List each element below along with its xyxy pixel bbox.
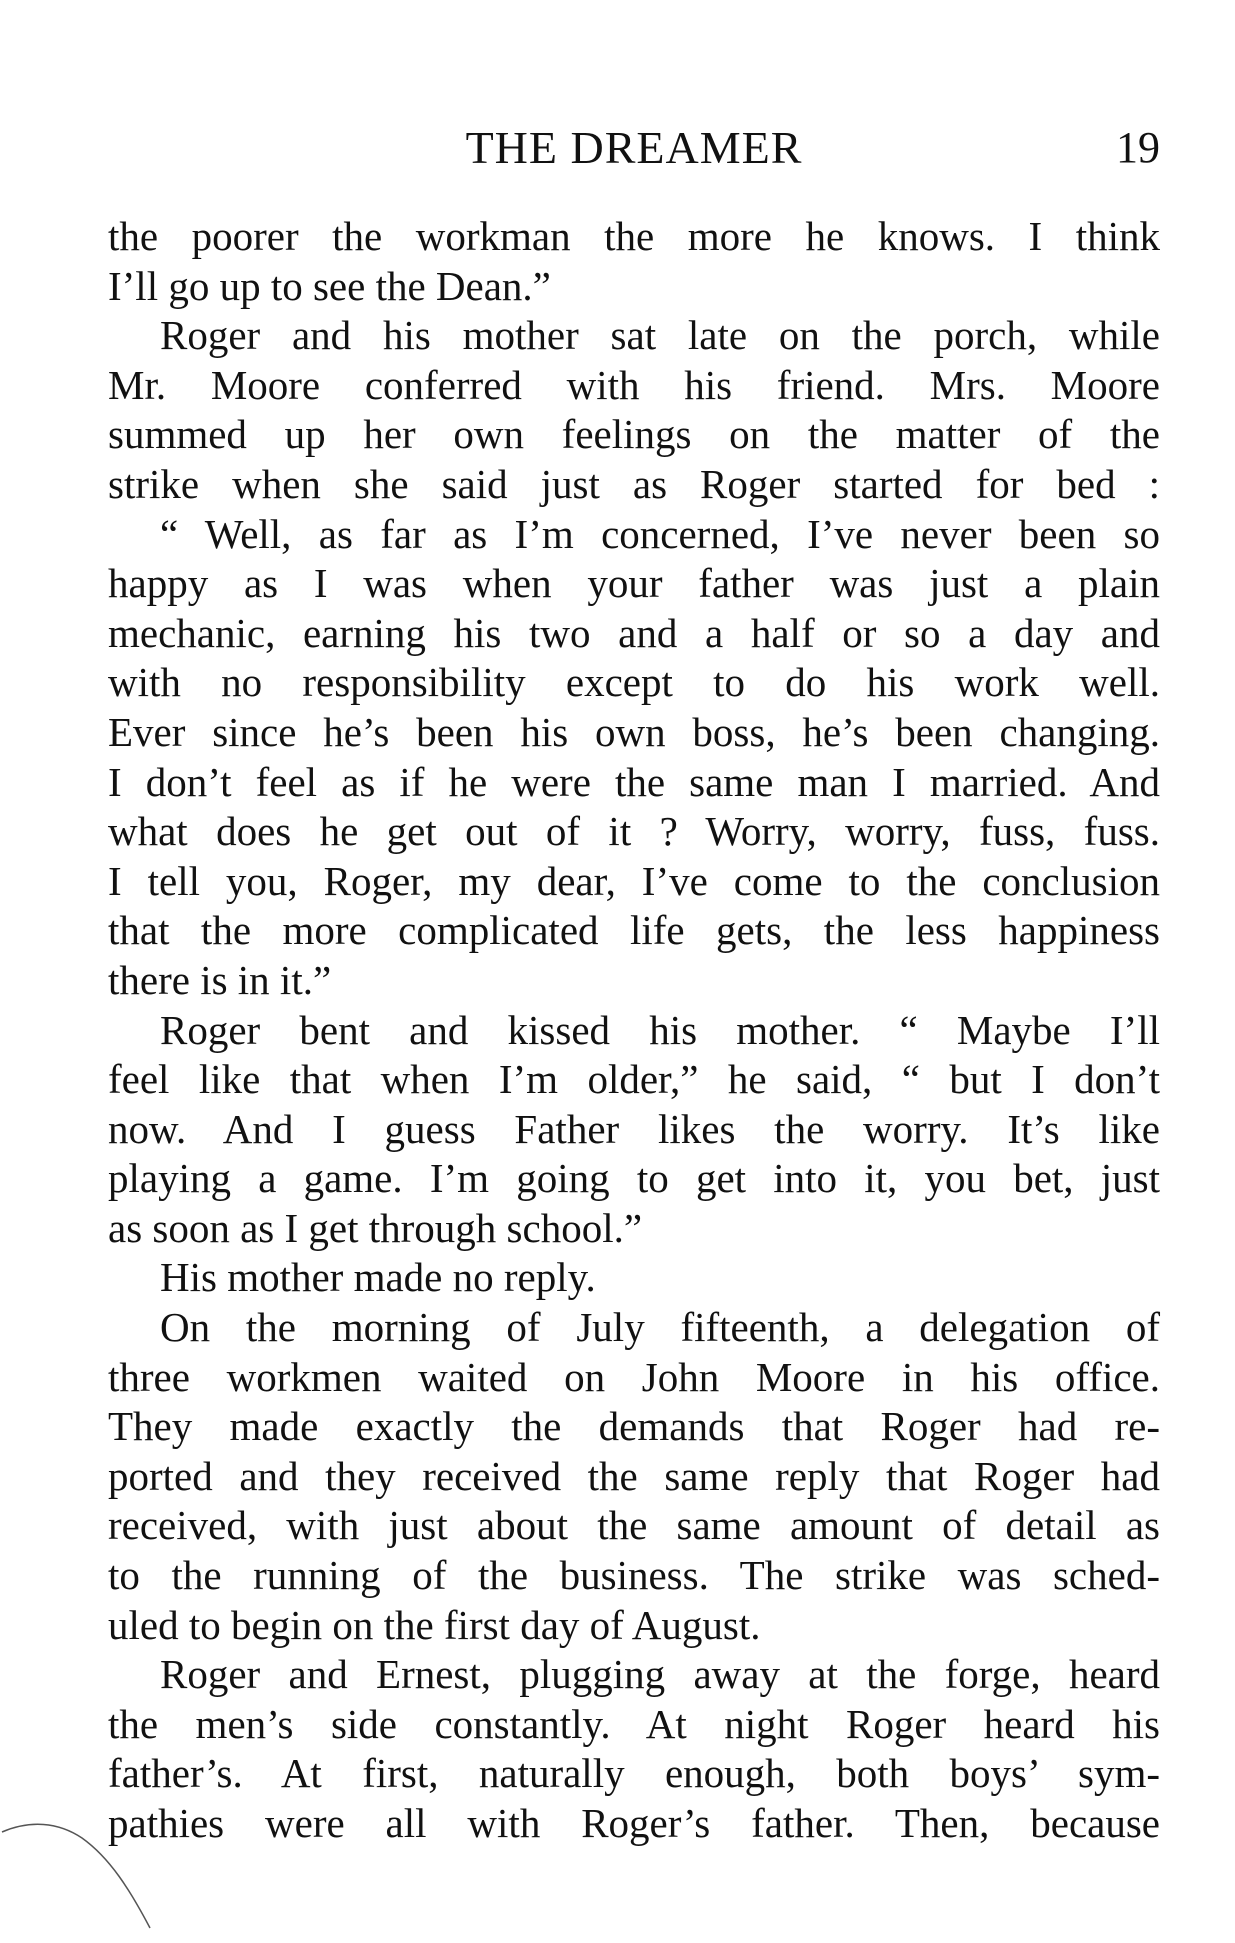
text-line: there is in it.” (108, 956, 332, 1003)
text-line: I don’t feel as if he were the same man I married. And (108, 758, 1160, 805)
text-line: father’s. At first, naturally enough, both boys’ sym- (108, 1750, 1160, 1797)
text-line: Mr. Moore conferred with his friend. Mrs. Moore (108, 361, 1160, 408)
text-line: three workmen waited on John Moore in his office. (108, 1353, 1160, 1400)
text-line: with no responsibility except to do his work well. (108, 659, 1160, 706)
text-line: received, with just about the same amount of detail as (108, 1502, 1160, 1549)
text-line: as soon as I get through school.” (108, 1204, 643, 1251)
text-line: On the morning of July fifteenth, a delegation of (160, 1304, 1160, 1351)
text-line: what does he get out of it ? Worry, worry, fuss, fuss. (108, 808, 1160, 855)
text-line: Roger bent and kissed his mother. “ Maybe I’ll (160, 1006, 1160, 1053)
text-line: Roger and his mother sat late on the porch, while (160, 312, 1160, 359)
text-line: mechanic, earning his two and a half or so a day and (108, 609, 1160, 656)
text-line: the men’s side constantly. At night Roger heard his (108, 1700, 1160, 1747)
text-line: the poorer the workman the more he knows. I think (108, 213, 1160, 259)
text-line: happy as I was when your father was just a plain (108, 560, 1160, 607)
text-line: “ Well, as far as I’m concerned, I’ve never been so (160, 510, 1160, 557)
text-line: strike when she said just as Roger started for bed : (108, 460, 1160, 507)
running-header (108, 118, 1160, 178)
text-line: I’ll go up to see the Dean.” (108, 262, 551, 309)
text-line: I tell you, Roger, my dear, I’ve come to the conclusion (108, 857, 1160, 904)
text-line: Roger and Ernest, plugging away at the forge, heard (160, 1651, 1160, 1698)
text-line: ported and they received the same reply that Roger had (108, 1452, 1160, 1499)
text-line: uled to begin on the first day of August. (108, 1601, 761, 1648)
text-line: pathies were all with Roger’s father. Then, because (108, 1800, 1160, 1846)
text-line: playing a game. I’m going to get into it, you bet, just (108, 1155, 1160, 1202)
running-title: THE DREAMER (465, 122, 803, 173)
text-line: now. And I guess Father likes the worry. It’s like (108, 1105, 1160, 1152)
text-line: that the more complicated life gets, the less happiness (108, 907, 1160, 954)
text-line: summed up her own feelings on the matter of the (108, 411, 1160, 458)
text-line: They made exactly the demands that Roger had re- (108, 1403, 1160, 1450)
body-text (108, 212, 1160, 1849)
page-number: 19 (1116, 123, 1160, 172)
text-line: His mother made no reply. (160, 1254, 596, 1301)
text-line: Ever since he’s been his own boss, he’s been changing. (108, 708, 1160, 755)
pencil-mark (0, 1810, 180, 1943)
text-line: feel like that when I’m older,” he said, “ but I don’t (108, 1056, 1160, 1103)
text-line: to the running of the business. The strike was sched- (108, 1552, 1160, 1599)
